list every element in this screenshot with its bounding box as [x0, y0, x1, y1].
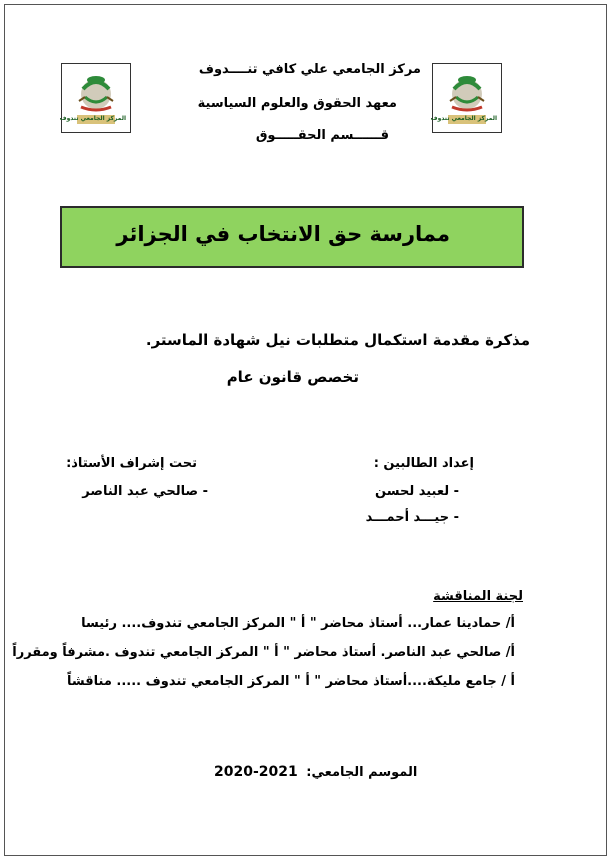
university-logo-left [61, 63, 131, 133]
header-institute: معهد الحقوق والعلوم السياسية [197, 96, 397, 111]
committee-member-3: أ / جامع مليكة....أستاذ محاضر " أ " المركز الجامعي تندوف ..... مناقشاً [67, 674, 515, 689]
supervisor-label: تحت إشراف الأستاذ: [66, 456, 197, 471]
committee-member-2: أ/ صالحي عبد الناصر. أستاذ محاضر " أ " المركز الجامعي تندوف .مشرفاً ومقرراً [12, 645, 515, 660]
thesis-title: ممارسة حق الانتخاب في الجزائر [116, 222, 450, 246]
memo-specialty: تخصص قانون عام [226, 368, 359, 386]
committee-member-1: أ/ حمادينا عمار... أستاذ محاضر " أ " المركز الجامعي تندوف.... رئيسا [81, 616, 515, 631]
academic-season [214, 764, 417, 780]
logo-caption: المركز الجامعي تندوف [59, 115, 126, 122]
student-name-1: - لعبيد لحسن [375, 484, 459, 499]
supervisor-name: - صالحي عبد الناصر [82, 484, 208, 499]
header-university: مركز الجامعي علي كافي تنــــدوف [198, 62, 421, 77]
committee-heading: لجنة المناقشة [433, 589, 523, 604]
thesis-title-box [60, 206, 524, 268]
logo-caption: المركز الجامعي تندوف [430, 115, 497, 122]
season-years: 2020-2021 [214, 764, 298, 780]
header-department: قــــــسم الحقـــــوق [255, 128, 389, 143]
memo-description: مذكرة مقدمة استكمال متطلبات نيل شهادة الماستر. [145, 331, 530, 349]
students-label: إعداد الطالبين : [373, 456, 474, 471]
season-label: الموسم الجامعي: [306, 765, 418, 780]
student-name-2: - جيـــد أحمـــد [365, 510, 459, 525]
university-logo-right [432, 63, 502, 133]
